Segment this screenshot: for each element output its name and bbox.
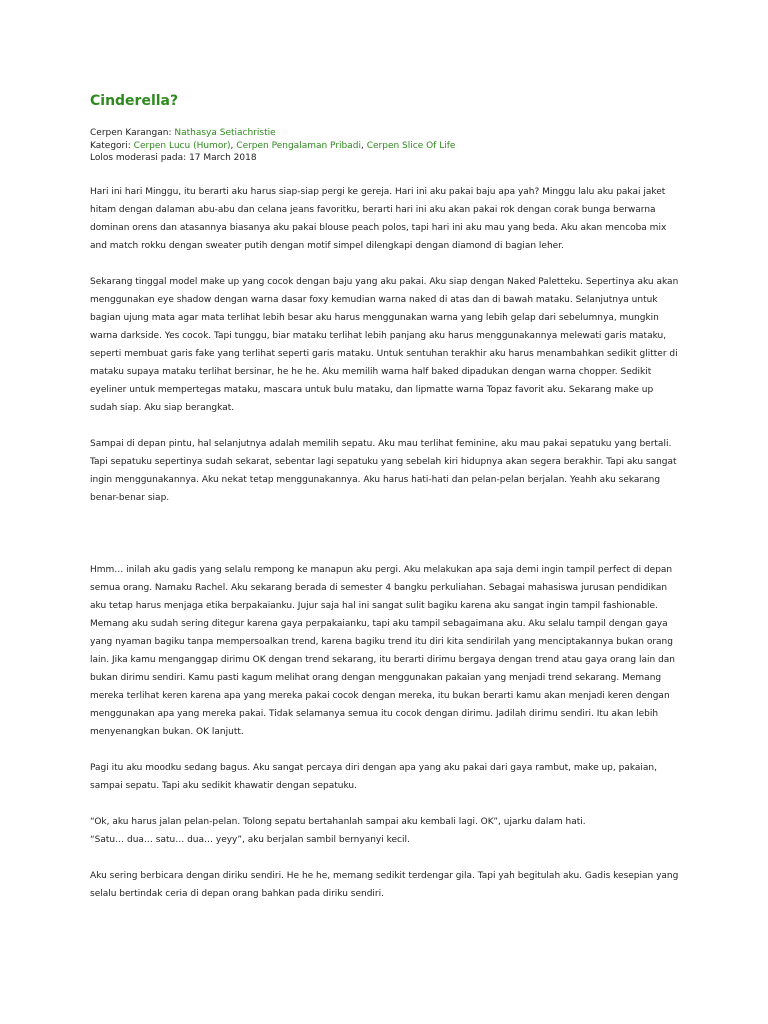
moderation-date: 17 March 2018: [189, 153, 257, 163]
author-label: Cerpen Karangan:: [90, 128, 172, 138]
category-link-humor[interactable]: Cerpen Lucu (Humor): [133, 140, 231, 151]
moderation-label: Lolos moderasi pada:: [90, 153, 187, 163]
category-separator: ,: [230, 140, 237, 151]
author-line: [90, 127, 455, 140]
category-link-slice-of-life[interactable]: Cerpen Slice Of Life: [366, 140, 456, 151]
author-link[interactable]: Nathasya Setiachristie: [174, 128, 276, 138]
paragraph: “Satu… dua… satu… dua… yeyy”, aku berjalan sambil bernyanyi kecil.: [90, 835, 410, 845]
category-line: [90, 140, 455, 153]
paragraph: Hmm… inilah aku gadis yang selalu rempong ke manapun aku pergi. Aku melakukan apa saja demi ingin tampil perfect di depan semua orang. Namaku Rachel. Aku sekarang berada di semester 4 bangku perkuliahan. Sebagai mahasiswa jurusan pendidikan aku tetap harus menjaga etika berpakaianku. Jujur saja hal ini sangat sulit bagiku karena aku sangat ingin tampil fashionable. Memang aku sudah sering ditegur karena gaya perpakaianku, tapi aku tampil sebagaimana aku. Aku selalu tampil dengan gaya yang nyaman bagiku tanpa mempersoalkan trend, karena bagiku trend itu diri kita sendirilah yang menciptakannya bukan orang lain. Jika kamu menganggap dirimu OK dengan trend sekarang, itu berarti dirimu bergaya dengan trend atau gaya orang lain dan bukan dirimu sendiri. Kamu pasti kagum melihat orang dengan menggunakan pakaian yang menjadi trend sekarang. Memang mereka terlihat keren karena apa yang mereka pakai cocok dengan mereka, itu bukan berarti kamu akan menjadi keren dengan menggunakan apa yang mereka pakai. Tidak selamanya semua itu cocok dengan dirimu. Jadilah dirimu sendiri. Itu akan lebih menyenangkan bukan. OK lanjutt.: [90, 565, 675, 737]
article-meta: [90, 127, 455, 165]
paragraph: Hari ini hari Minggu, itu berarti aku harus siap-siap pergi ke gereja. Hari ini aku pakai baju apa yah? Minggu lalu aku pakai jaket hitam dengan dalaman abu-abu dan celana jeans favoritku, berarti hari ini aku akan pakai rok dengan corak bunga berwarna dominan orens dan atasannya biasanya aku pakai blouse peach polos, tapi hari ini aku mau yang beda. Aku akan mencoba mix and match rokku dengan sweater putih dengan motif simpel dilengkapi dengan diamond di bagian leher.: [90, 187, 667, 251]
paragraph: Sampai di depan pintu, hal selanjutnya adalah memilih sepatu. Aku mau terlihat feminine, aku mau pakai sepatuku yang bertali. Tapi sepatuku sepertinya sudah sekarat, sebentar lagi sepatuku yang sebelah kiri hidupnya akan segera berakhir. Tapi aku sangat ingin menggunakannya. Aku nekat tetap menggunakannya. Aku harus hati-hati dan pelan-pelan berjalan. Yeahh aku sekarang benar-benar siap.: [90, 439, 677, 503]
category-label: Kategori:: [90, 140, 131, 151]
article-body: [90, 183, 680, 921]
paragraph: “Ok, aku harus jalan pelan-pelan. Tolong sepatu bertahanlah sampai aku kembali lagi. OK”, ujarku dalam hati.: [90, 817, 586, 827]
paragraph: Sekarang tinggal model make up yang cocok dengan baju yang aku pakai. Aku siap dengan Naked Paletteku. Sepertinya aku akan menggunakan eye shadow dengan warna dasar foxy kemudian warna naked di atas dan di bawah mataku. Selanjutnya untuk bagian ujung mata agar mata terlihat lebih besar aku harus menggunakan warna yang lebih gelap dari sebelumnya, mungkin warna darkside. Yes cocok. Tapi tunggu, biar mataku terlihat lebih panjang aku harus menggunakannya melewati garis mataku, seperti membuat garis fake yang terlihat seperti garis mataku. Untuk sentuhan terakhir aku harus menambahkan sedikit glitter di mataku supaya mataku terlihat bersinar, he he he. Aku memilih warna half baked dipadukan dengan warna chopper. Sedikit eyeliner untuk mempertegas mataku, mascara untuk bulu mataku, dan lipmatte warna Topaz favorit aku. Sekarang make up sudah siap. Aku siap berangkat.: [90, 277, 679, 413]
category-link-pengalaman-pribadi[interactable]: Cerpen Pengalaman Pribadi: [236, 140, 361, 151]
paragraph: Pagi itu aku moodku sedang bagus. Aku sangat percaya diri dengan apa yang aku pakai dari gaya rambut, make up, pakaian, sampai sepatu. Tapi aku sedikit khawatir dengan sepatuku.: [90, 763, 657, 791]
moderation-line: [90, 152, 455, 165]
article-title: Cinderella?: [90, 93, 179, 109]
category-separator: ,: [360, 140, 367, 151]
paragraph: Aku sering berbicara dengan diriku sendiri. He he he, memang sedikit terdengar gila. Tapi yah begitulah aku. Gadis kesepian yang selalu bertindak ceria di depan orang bahkan pada diriku sendiri.: [90, 871, 679, 899]
